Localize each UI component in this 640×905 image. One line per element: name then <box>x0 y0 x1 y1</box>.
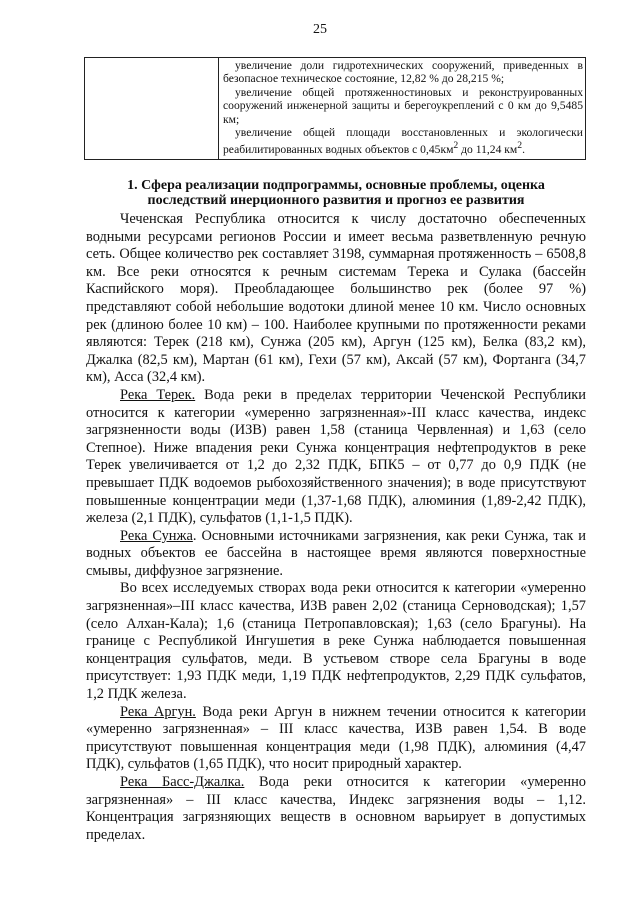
river-title-sunzha: Река Сунжа <box>120 527 193 544</box>
paragraph-sunzha-quality: Во всех исследуемых створах вода реки относится к категории «умеренно загрязненная»–III класс качества, ИЗВ равен 2,02 (станица Серноводская); 1,57 (село Алхан-Кала); 1,6 (станица Петропавловская); 1,63 (село Брагуны). На границе с Республикой Ингушетия в реке Сунжа наблюдается повышенная концентрация сульфатов, меди. В устьевом створе села Брагуны в воде присутствует: 1,93 ПДК меди, 1,19 ПДК нефтепродуктов, 2,29 ПДК сульфатов, 1,2 ПДК железа. <box>86 580 586 703</box>
river-title-bass-dzhalka: Река Басс-Джалка. <box>120 774 245 790</box>
paragraph-sunzha <box>86 528 586 581</box>
paragraph-bass-dzhalka <box>86 774 586 844</box>
table-item-text: увеличение общей площади восстановленных и экологически реабилитированных водных объектов с 0,45км <box>223 126 583 157</box>
table-right-cell <box>219 58 586 160</box>
table-item: увеличение доли гидротехнических сооружений, приведенных в безопасное техническое состояние, 12,82 % до 28,215 %; <box>223 59 583 86</box>
page-number: 25 <box>313 22 327 37</box>
paragraph-text: Вода реки относится к категории «умеренно загрязненная» – III класс качества, Индекс загрязнения воды – 1,12. Концентрация загрязняющих веществ в основном варьирует в допустимых пределах. <box>86 774 586 843</box>
body-text <box>86 211 586 844</box>
section-heading: 1. Сфера реализации подпрограммы, основные проблемы, оценка последствий инерционного развития и прогноз ее развития <box>127 178 545 208</box>
table-item-text: до 11,24 км <box>458 143 518 157</box>
superscript: 2 <box>453 140 459 152</box>
paragraph-argun <box>86 704 586 774</box>
paragraph-text: . Основными источниками загрязнения, как реки Сунжа, так и водных объектов ее бассейна в настоящее время являются поверхностные смывы, диффузное загрязнение. <box>86 527 586 579</box>
table-item <box>223 126 583 157</box>
table-item: увеличение общей протяженностиновых и реконструированных сооружений инженерной защиты и берегоукреплений с 0 км до 9,5485 км; <box>223 85 583 126</box>
paragraph-terek <box>86 387 586 528</box>
targets-table <box>84 57 586 160</box>
paragraph-text: Вода реки в пределах территории Чеченской Республики относится к категории «умеренно загрязненная»-III класс качества, индекс загрязненности воды (ИЗВ) равен 1,58 (станица Червленная) и 1,63 (село Степное). Ниже впадения реки Сунжа концентрация нефтепродуктов в реке Терек увеличивается от 1,2 до 2,32 ПДК, БПК5 – от 0,77 до 0,9 ПДК (не превышает ПДК водоемов рыбохозяйственного значения); в воде присутствуют повышенные концентрации меди (1,37-1,68 ПДК), алюминия (1,89-2,42 ПДК), железа (2,1 ПДК), сульфатов (1,1-1,5 ПДК). <box>86 386 586 527</box>
paragraph-overview: Чеченская Республика относится к числу достаточно обеспеченных водными ресурсами регионов России и имеет весьма разветвленную речную сеть. Общее количество рек составляет 3198, суммарная протяженность – 6508,8 км. Все реки относятся к речным системам Терека и Сулака (бассейн Каспийского моря). Преобладающее большинство рек (более 97 %) представляют собой небольшие водотоки длиной менее 10 км. Число основных рек (длиною более 10 км) – 100. Наиболее крупными по протяженности реками являются: Терек (218 км), Сунжа (205 км), Аргун (125 км), Белка (83,2 км), Джалка (82,5 км), Мартан (61 км), Гехи (57 км), Аксай (57 км), Фортанга (34,7 км), Асса (32,4 км). <box>86 211 586 386</box>
table-left-cell <box>85 58 219 160</box>
paragraph-text: Вода реки Аргун в нижнем течении относится к категории «умеренно загрязненная» – III класс качества, ИЗВ равен 1,54. В воде присутствуют повышенная концентрация меди (1,98 ПДК), алюминия (4,47 ПДК), сульфатов (1,65 ПДК), что носит природный характер. <box>86 703 586 773</box>
table-row <box>85 58 586 160</box>
table-item-text: . <box>522 143 526 157</box>
river-title-argun: Река Аргун. <box>120 703 196 720</box>
river-title-terek: Река Терек. <box>120 386 196 403</box>
superscript: 2 <box>517 140 523 152</box>
